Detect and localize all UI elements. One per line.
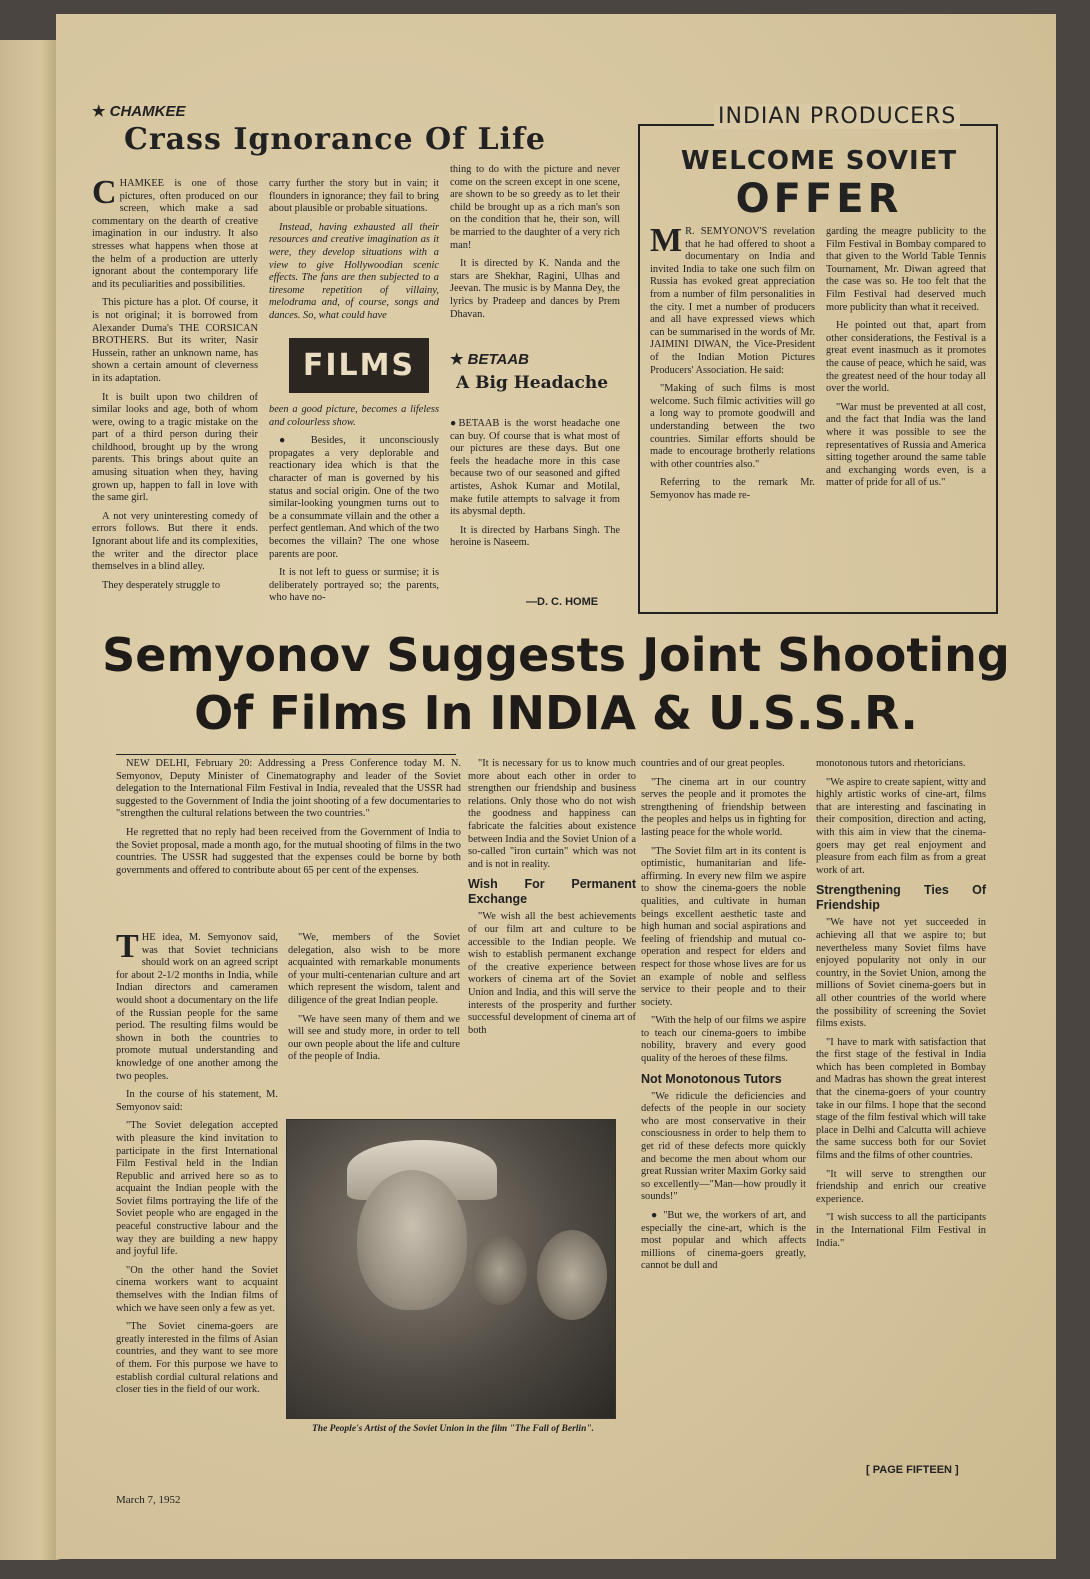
face-shape — [357, 1170, 467, 1310]
star-icon: ★ — [92, 103, 106, 120]
subhead-strengthening-ties: Strengthening Ties Of Friendship — [816, 883, 986, 913]
dropcap: M — [650, 222, 683, 259]
star-icon: ★ — [450, 351, 464, 368]
divider — [116, 754, 456, 755]
dropcap: T — [116, 928, 139, 965]
background-figure — [472, 1235, 527, 1305]
previous-page-edge — [0, 40, 60, 1560]
page-number: [ PAGE FIFTEEN ] — [866, 1464, 959, 1476]
issue-date: March 7, 1952 — [116, 1494, 181, 1506]
background-figure — [537, 1230, 607, 1320]
main-column-3: "It is necessary for us to know much more about each other in order to strengthen our friendship and business relations. Only those who do not wish the goodness and happiness can fabricate the falcities about existence between India and the Soviet Union of a so-called "iron curtain" which was not and is not in reality. Wish For Permanent Exchange "We wish all the best achievements of our film art and culture to be accessible to the Indian people. We wish to establish permanent exchange of the creative experience between workers of cinema art of the Soviet Union and India, and this will serve the interests of the prosperity and further successful development of cinema art of both — [468, 758, 636, 1036]
byline: —D. C. HOME — [526, 596, 599, 608]
main-lead: NEW DELHI, February 20: Addressing a Press Conference today M. N. Semyonov, Deputy Minister of Cinematography and leader of the Soviet delegation to the International Film Festival in India, revealed that the USSR had suggested to the Government of India the joint shooting of a few documentaries to "strengthen the cultural relations between the two countries." He regretted that no reply had been received from the Government of India to the Soviet proposal, made a month ago, for the mutual shooting of films in the two countries. The USSR had suggested that the expenses could be borne by both governments and offered to contribute about 65 per cent of the expenses. — [116, 758, 461, 876]
chamkee-column-1: CHAMKEE is one of those pictures, often produced on our screen, which make a sad commentary on the dearth of creative imagination in our industry. It also stresses what happens when those at the helm of a production are utterly ignorant about the contemporary life and its peculiarities and possibilities. This picture has a plot. Of course, it is not original; it is borrowed from Alexander Duma's THE CORSICAN BROTHERS. But its writer, Nasir Hussein, rather an unknown name, has shown a certain amount of cleverness in its adaptation. It is built upon two children of similar looks and age, both of whom were, owing to a tragic mistake on the part of a third person during their childhood, brought up by the wrong parents. This brings about quite an amusing situation when they, having grown up, happen to fall in love with the same girl. A not very uninteresting comedy of errors follows. But there it ends. Ignorant about life and its complexities, the writer and the director place themselves in a blind alley. They desperately struggle to — [92, 174, 258, 591]
box-title-indian-producers: INDIAN PRODUCERS — [714, 104, 960, 129]
main-column-5: monotonous tutors and rhetoricians. "We aspire to create sapient, witty and highly artistic works of cine-art, films that are interesting and fascinating in their composition, direction and acting, with this aim in view that the cinema-goers may get real enjoyment and pleasure from each film as from a great work of art. Strengthening Ties Of Friendship "We have not yet succeeded in achieving all that we aspire to; but nevertheless many Soviet films have enjoyed popularity not only in our country, in the Soviet Union, among the millions of Soviet cinema-goers but in all other countries of the world where the possibility of screening the Soviet films exists. "I have to mark with satisfaction that the first stage of the festival in India which has been completed in Bombay and Madras has shown the great interest that the cinema-goers of your country take in our films. I hope that the second stage of the film festival which will take place in Delhi and Calcutta will achieve the same success both for our Soviet films and the films of other countries. "It will serve to strengthen our friendship and enrich our creative experience. "I wish success to all the participants in the International Film Festival in India." — [816, 758, 986, 1249]
chamkee-column-2-bottom: been a good picture, becomes a lifeless and colourless show. ● Besides, it unconsciously propagates a very deplorable and reactionary idea which is that the character of man is governed by his status and social origin. One of the two similar-looking youngmen turns out to be a consummate villain and the other a perfect gentleman. And which of the two becomes the villain? The one whose parents are poor. It is not left to guess or surmise; it is deliberately portrayed so; the parents, who have no- — [269, 404, 439, 604]
main-column-1: THE idea, M. Semyonov said, was that Soviet technicians should work on an agreed script for about 2-1/2 months in India, while Indian directors and cameramen would shoot a documentary on the life of the Russian people for the same period. The resulting films would be shown in both the countries to promote mutual understanding and knowledge of one another among the two peoples. In the course of his statement, M. Semyonov said: "The Soviet delegation accepted with pleasure the kind invitation to participate in the first International Film Festival held in the Indian Republic and arrived here so as to acquaint the Indian people with the Soviet films portraying the life of the Soviet people who are engaged in the peaceful constructive labour and the way they are building a new happy and joyful life. "On the other hand the Soviet cinema workers want to acquaint themselves with the Indian films of which we have seen only a few as yet. "The Soviet cinema-goers are greatly interested in the films of Asian countries, and they want to see more of them. For this purpose we have to establish cordial cultural relations and closer ties in the field of our work. — [116, 928, 278, 1396]
headline-crass-ignorance: Crass Ignorance Of Life — [124, 122, 546, 157]
chamkee-column-3: thing to do with the picture and never come on the screen except in one scene, are shown to be so greedy as to let their child be brought up as a rich man's son on the condition that he, their son, will be married to the daughter of a very rich man! It is directed by K. Nanda and the stars are Shekhar, Ragini, Ulhas and Jeevan. The music is by Manna Dey, the lyrics by Pradeep and dances by Prem Dhavan. — [450, 164, 620, 320]
kicker-chamkee: ★ CHAMKEE — [92, 103, 186, 120]
box-column-1: M R. SEMYONOV'S revelation that he had offered to shoot a documentary on India and invited India to take one such film on Russia has evoked great appreciation from a number of film personalities in the city. I met a number of producers and all have expressed views which can be summarised in the words of Mr. JAIMINI DIWAN, the Vice-President of the Indian Motion Pictures Producers' Association. He said: "Making of such films is most welcome. Such filmic activities will go a long way to promote goodwill and understanding between the two countries. Similar efforts should be made to encourage brotherly relations with other countries also." Referring to the remark Mr. Semyonov has made re- — [650, 222, 815, 501]
main-column-4: countries and of our great peoples. "The cinema art in our country serves the people and it promotes the strengthening of friendship between the peoples and helps us in fighting for lasting peace for the whole world. "The Soviet film art in its content is optimistic, humanitarian and life-affirming. In every new film we aspire to show the cinema-goers the noble qualities, and cultivate in human beings excellent aesthetic taste and high human and social aspirations and feeling of friendship and mutual co-operation and respect for elders and respect for those whose lives are for us an example of noble and selfless service to their people and to their society. "With the help of our films we aspire to teach our cinema-goers to imbibe nobility, bravery and every good quality of the heroes of these films. Not Monotonous Tutors "We ridicule the deficiencies and defects of the people in our society who are most conservative in their consciousness in order to help them to get rid of these defects more quickly and become the men about whom our great Russian writer Maxim Gorky said so excellently—"Man—how proudly it sounds!" ● "But we, the workers of art, and especially the cine-art, which is the most popular and which affects millions of cinema-goers greatly, cannot be dull and — [641, 758, 806, 1272]
films-logo: FILMS — [289, 338, 429, 393]
film-still-photo — [286, 1119, 616, 1419]
newspaper-page — [56, 14, 1056, 1559]
subhead-not-monotonous-tutors: Not Monotonous Tutors — [641, 1071, 782, 1086]
main-column-2: "We, members of the Soviet delegation, also wish to be more acquainted with remarkable monuments of your multi-centenarian culture and art which represent the wisdom, talent and diligence of the great Indian people. "We have seen many of them and we will see and study more, in order to tell our own people about the life and culture of the people of India. — [288, 932, 460, 1063]
bullet-icon: ● — [651, 1210, 659, 1221]
bullet-icon: ● — [279, 435, 297, 447]
subhead-wish-for-permanent-exchange: Wish For Permanent Exchange — [468, 877, 636, 907]
bullet-icon: ● — [450, 418, 459, 429]
chamkee-column-2-top: carry further the story but in vain; it flounders in ignorance; they fail to bring about plausible or probable situations. Instead, having exhausted all their resources and creative imagination as it were, they develop situations with a view to give Hollywoodian scenic effects. The fans are then subjected to a tiresome repetition of villainy, melodrama and, of course, songs and dances. So, what could have — [269, 178, 439, 321]
photo-caption: The People's Artist of the Soviet Union in the film "The Fall of Berlin". — [311, 1424, 594, 1434]
box-title-welcome-soviet: WELCOME SOVIET — [680, 146, 958, 176]
betaab-body: ●BETAAB is the worst headache one can buy. Of course that is what most of our pictures are these days. But one feels the headache more in this case because two of our seasoned and gifted artistes, Ashok Kumar and Motilal, make futile attempts to salvage it from its abysmal depth. It is directed by Harbans Singh. The heroine is Naseem. — [450, 418, 620, 549]
box-column-2: garding the meagre publicity to the Film Festival in Bombay compared to that given to the World Table Tennis Tournament, Mr. Diwan agreed that the case was so. He too felt that the Film Festival had deserved much more publicity than what it received. He pointed out that, apart from other considerations, the Festival is a great event inasmuch as it promotes the cause of peace, which he said, was the greatest need of the hour today all over the world. "War must be prevented at all cost, and the fact that India was the land where it was possible to see the representatives of Russia and America sitting together around the same table and exchanging words even, is a matter of pride for all of us." — [826, 226, 986, 489]
box-title-offer: OFFER — [735, 176, 903, 222]
main-headline: Semyonov Suggests Joint Shooting Of Films In INDIA & U.S.S.R. — [102, 628, 1010, 740]
dropcap: C — [92, 174, 117, 211]
kicker-betaab: ★ BETAAB — [450, 351, 530, 368]
headline-big-headache: A Big Headache — [456, 373, 609, 393]
